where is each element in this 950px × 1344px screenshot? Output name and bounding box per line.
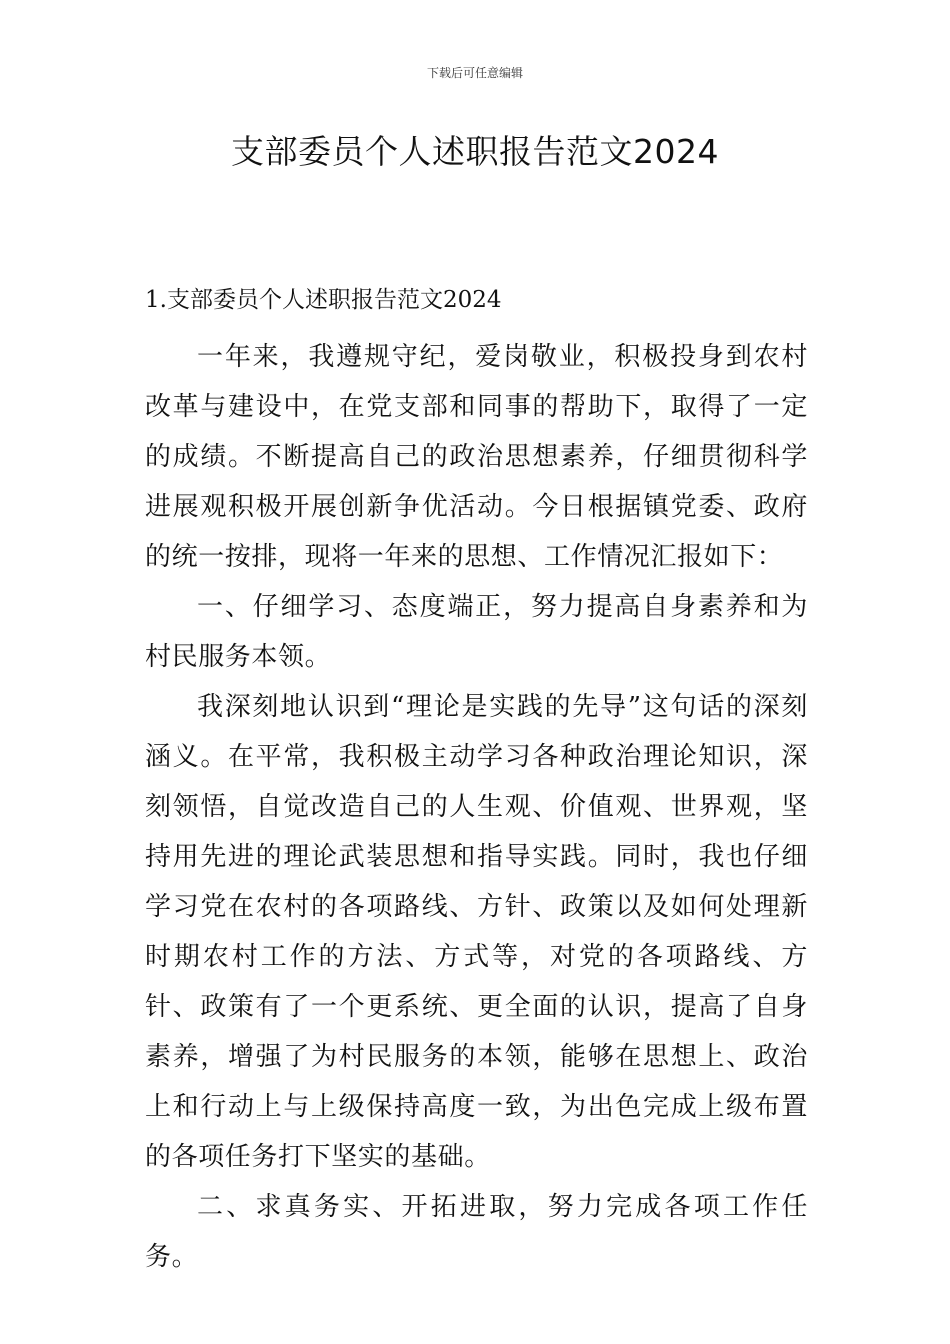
document-body — [145, 282, 808, 1282]
header-note: 下载后可任意编辑 — [426, 66, 523, 80]
paragraph-point-two: 二、求真务实、开拓进取，努力完成各项工作任务。 — [145, 1192, 808, 1272]
paragraph-study: 我深刻地认识到“理论是实践的先导”这句话的深刻涵义。在平常，我积极主动学习各种政治理论知识，深刻领悟，自觉改造自己的人生观、价值观、世界观，坚持用先进的理论武装思想和指导实践。同时，我也仔细学习党在农村的各项路线、方针、政策以及如何处理新时期农村工作的方法、方式等，对党的各项路线、方针、政策有了一个更系统、更全面的认识，提高了自身素养，增强了为村民服务的本领，能够在思想上、政治上和行动上与上级保持高度一致，为出色完成上级布置的各项任务打下坚实的基础。 — [145, 692, 808, 1172]
section-heading: 1.支部委员个人述职报告范文2024 — [145, 287, 502, 313]
document-title: 支部委员个人述职报告范文2024 — [231, 132, 719, 171]
paragraph-point-one: 一、仔细学习、态度端正，努力提高自身素养和为村民服务本领。 — [145, 592, 808, 672]
paragraph-intro: 一年来，我遵规守纪，爱岗敬业，积极投身到农村改革与建设中，在党支部和同事的帮助下，取得了一定的成绩。不断提高自己的政治思想素养，仔细贯彻科学进展观积极开展创新争优活动。今日根据镇党委、政府的统一按排，现将一年来的思想、工作情况汇报如下： — [145, 342, 808, 572]
